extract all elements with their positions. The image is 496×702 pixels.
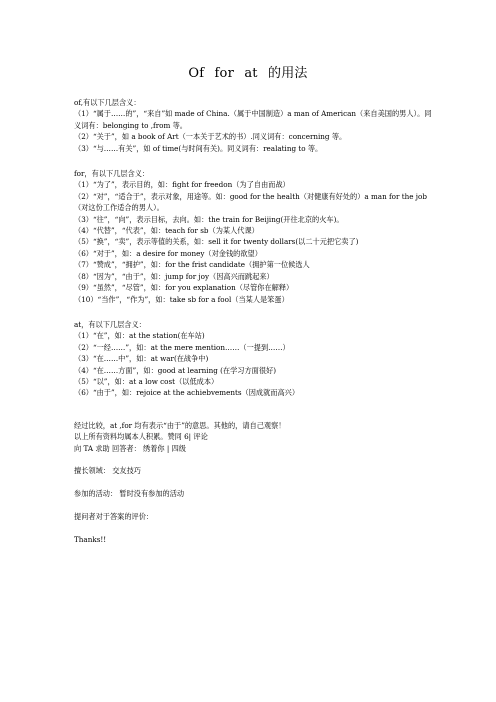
list-item: （7）“赞成”，“拥护”，如：for the frist candidate（拥护第一位候选人: [74, 260, 310, 270]
answerer-info: 向 TA 求助 回答者： 绣着你 | 四级: [74, 443, 186, 453]
list-item: （1）“在”，如：at the station(在车站): [74, 331, 205, 341]
list-item: （10）“当作”，“作为”，如：take sb for a fool（当某人是笨蛋）: [74, 294, 289, 304]
list-item: （2）“一经……”，如：at the mere mention……（一提到……）: [74, 342, 290, 352]
list-item: （2）“关于”，如 a book of Art（一本关于艺术的书）.同义词有：concerning 等。: [74, 132, 347, 142]
list-item: （5）“以”，如：at a low cost（以低成本）: [74, 376, 219, 386]
list-item: （6）“由于”，如：rejoice at the achiebvements（因成就而高兴）: [74, 388, 300, 398]
list-item: （3）“在……中”，如：at war(在战争中): [74, 354, 209, 364]
list-item: （8）“因为”，“由于”，如：jump for joy（因高兴而跳起来）: [74, 271, 274, 281]
summary-block: [74, 420, 434, 454]
list-item: （6）“对于”，如：a desire for money（对金钱的欲望）: [74, 248, 262, 258]
section-heading-for: for，有以下几层含义：: [74, 169, 150, 179]
list-item: （3）“与……有关”，如 of time(与时间有关)。同义词有：realating to 等。: [74, 143, 323, 153]
list-item: （1）“属于……的”，“来自”如 made of China.（属于中国制造）a man of American（来自美国的男人）。同义词有：belonging to ,from 等。: [74, 109, 432, 130]
list-item: （9）“虽然”，“尽管”，如：for you explanation（尽管你在解释）: [74, 283, 294, 293]
section-heading-of: of,有以下几层含义：: [74, 98, 141, 107]
list-item: （5）“换”，“卖”，表示等值的关系，如：sell it for twenty dollars(以二十元把它卖了): [74, 237, 359, 247]
list-item: （4）“代替”，“代表”，如：teach for sb（为某人代课）: [74, 226, 259, 236]
list-item: （2）“对”，“适合于”，表示对象，用途等。如：good for the health（对健康有好处的）a man for the job （对这份工作适合的男人）。: [74, 191, 427, 213]
activity-field: 参加的活动： 暂时没有参加的活动: [74, 489, 185, 499]
expertise-field: 擅长领域： 交友技巧: [74, 466, 141, 476]
thanks-text: Thanks!!: [74, 534, 107, 544]
document-body: [74, 97, 434, 545]
section-of: [74, 97, 434, 154]
list-item: （1）“为了”，表示目的，如：fight for freedon（为了自由而战）: [74, 180, 290, 190]
section-at: [74, 319, 434, 399]
summary-text: 经过比较，at ,for 均有表示“由于”的意思。其他的，请自己观察！: [74, 420, 286, 430]
list-item: （3）“往”，“向”，表示目标，去向。如：the train for Beijing(开往北京的火车)。: [74, 214, 344, 224]
list-item: （4）“在……方面”，如：good at learning (在学习方面很好): [74, 365, 277, 375]
rating-label: 提问者对于答案的评价：: [74, 511, 154, 521]
page-title: Of for at 的用法: [188, 66, 308, 81]
section-for: [74, 168, 434, 305]
section-heading-at: at，有以下几层含义：: [74, 319, 146, 329]
source-note: 以上所有资料均属本人积累。赞同 6| 评论: [74, 432, 208, 442]
